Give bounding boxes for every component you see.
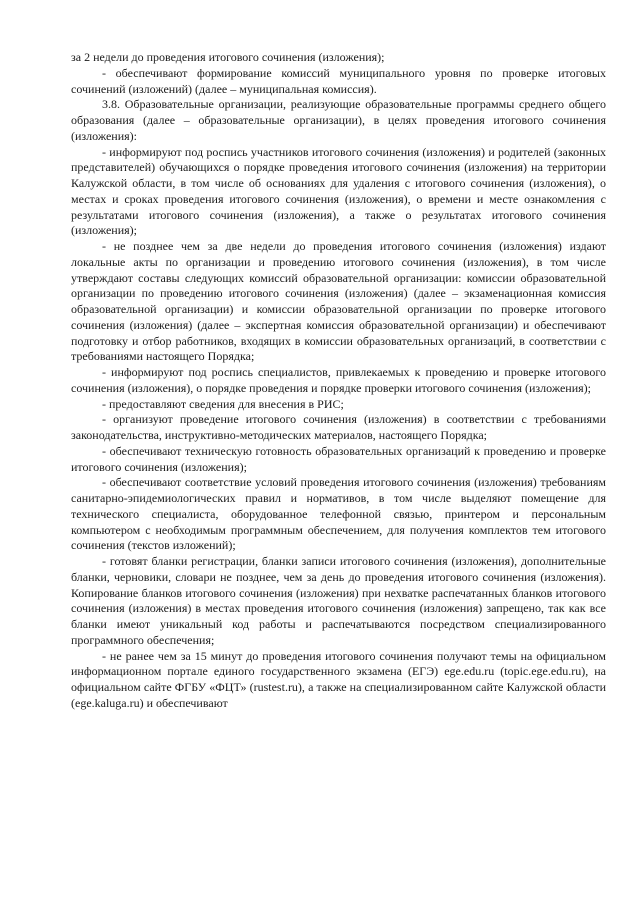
paragraph: - информируют под роспись участников итогового сочинения (изложения) и родителей (законных представителей) обучающихся о порядке проведения итогового сочинения (изложения) на территории Калужской области, в том числе об основаниях для удаления с итогового сочинения (изложения), о местах и сроках проведения итогового сочинения (изложения), о времени и месте ознакомления с результатами итогового сочинения (изложения), а также о результатах итогового сочинения (изложения); — [71, 144, 606, 238]
document-page — [71, 50, 606, 712]
paragraph: - обеспечивают техническую готовность образовательных организаций к проведению и проверке итогового сочинения (изложения); — [71, 443, 606, 474]
paragraph: - обеспечивают формирование комиссий муниципального уровня по проверке итоговых сочинений (изложений) (далее – муниципальная комиссия). — [71, 65, 606, 96]
paragraph: - организуют проведение итогового сочинения (изложения) в соответствии с требованиями законодательства, инструктивно-методических материалов, настоящего Порядка; — [71, 412, 606, 442]
paragraph: - предоставляют сведения для внесения в РИС; — [102, 396, 344, 411]
paragraph: - не позднее чем за две недели до проведения итогового сочинения (изложения) издают локальные акты по организации и проведению итогового сочинения (изложения), в том числе утверждают составы следующих комиссий образовательной организации: комиссии образовательной организации по проведению итогового сочинения (изложения) (далее – экзаменационная комиссия образовательной организации) и комиссии образовательной организации по проверке итогового сочинения (изложения) (далее – экспертная комиссия образовательной организации) и обеспечивают подготовку и отбор работников, входящих в комиссии образовательных организаций, в соответствии с требованиями настоящего Порядка; — [71, 239, 606, 364]
paragraph: - обеспечивают соответствие условий проведения итогового сочинения (изложения) требованиям санитарно-эпидемиологических правил и нормативов, в том числе выделяют помещение для технического специалиста, оборудованное телефонной связью, принтером и персональным компьютером с необходимым программным обеспечением, для получения комплектов тем итогового сочинения (текстов изложений); — [71, 475, 606, 553]
paragraph: - готовят бланки регистрации, бланки записи итогового сочинения (изложения), дополнительные бланки, черновики, словари не позднее, чем за день до проведения итогового сочинения (изложения). Копирование бланков итогового сочинения (изложения) при нехватке распечатанных бланков итогового сочинения (изложения) в местах проведения итогового сочинения (изложения) запрещено, так как все бланки имеют уникальный код работы и распечатываются посредством специализированного программного обеспечения; — [71, 554, 606, 647]
paragraph: - не ранее чем за 15 минут до проведения итогового сочинения получают темы на официальном информационном портале единого государственного экзамена (ЕГЭ) ege.edu.ru (topic.ege.edu.ru), на официальном сайте ФГБУ «ФЦТ» (rustest.ru), а также на специализированном сайте Калужской области (ege.kaluga.ru) и обеспечивают — [71, 648, 606, 710]
paragraph: - информируют под роспись специалистов, привлекаемых к проведению и проверке итогового сочинения (изложения), о порядке проведения и порядке проверки итогового сочинения (изложения); — [71, 365, 606, 395]
paragraph: за 2 недели до проведения итогового сочинения (изложения); — [71, 50, 385, 64]
section-heading-paragraph: 3.8. Образовательные организации, реализующие образовательные программы среднего общего образования (далее – образовательные организации), в целях проведения итогового сочинения (изложения): — [71, 97, 606, 143]
